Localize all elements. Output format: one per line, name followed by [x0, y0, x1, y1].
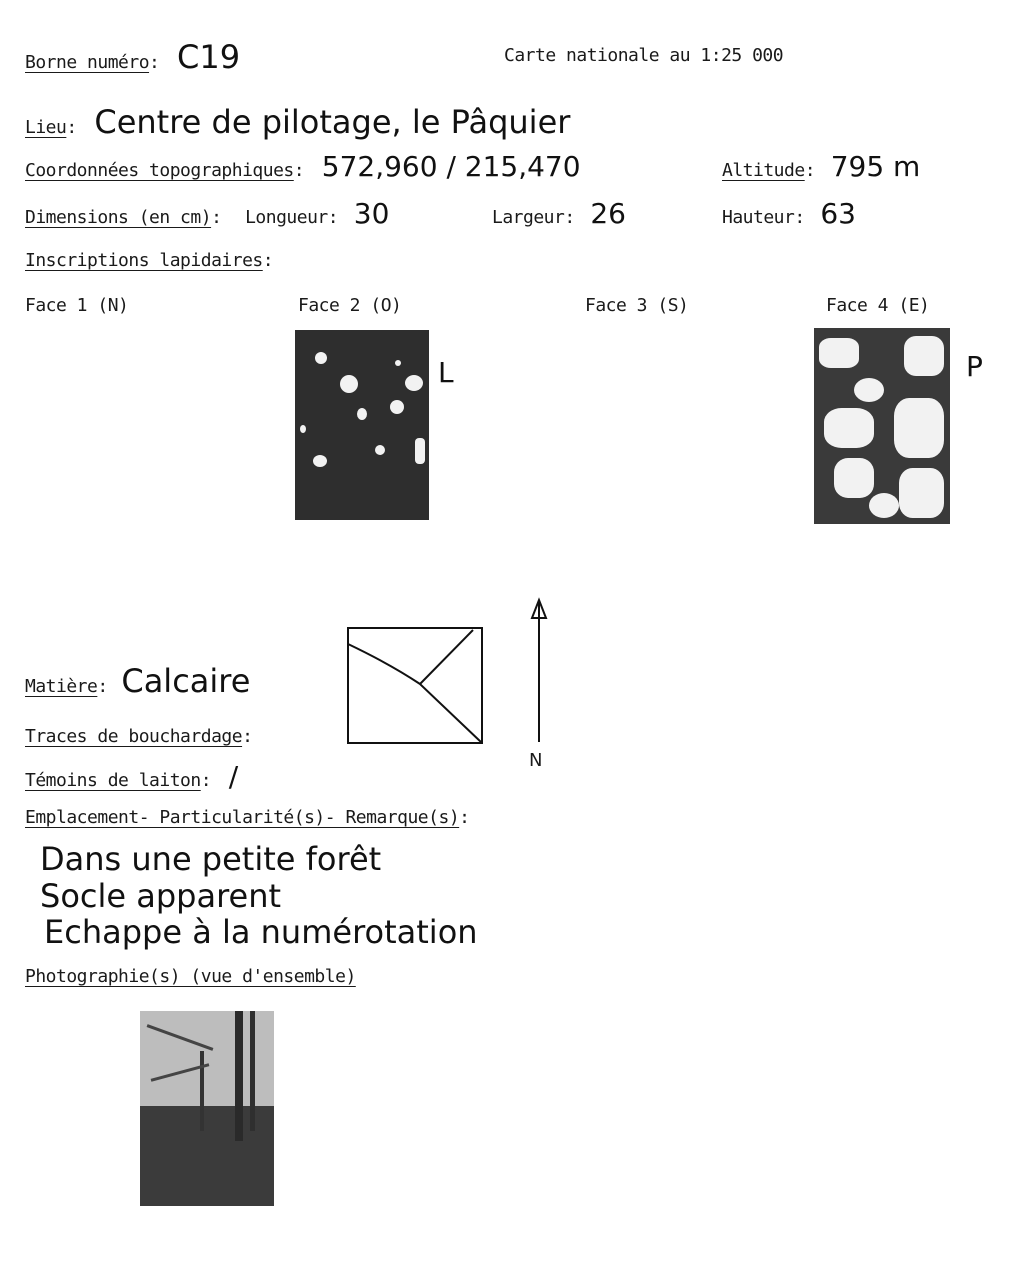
coordonnees-value: 572,960 / 215,470: [321, 150, 581, 183]
face-2-photo: [295, 330, 429, 520]
carte-nationale: Carte nationale au 1:25 000: [504, 45, 784, 66]
laiton-label: Témoins de laiton: [25, 770, 201, 791]
altitude-label: Altitude: [722, 160, 805, 181]
remarque-line-1: Dans une petite forêt: [40, 840, 382, 878]
face-2-label: Face 2 (O): [298, 295, 402, 316]
colon: :: [211, 207, 222, 228]
longueur-label: Longueur: [245, 207, 328, 228]
remarques-label: Emplacement- Particularité(s)- Remarque(s): [25, 807, 460, 828]
face-3-label: Face 3 (S): [585, 295, 689, 316]
remarques-row: [25, 807, 470, 828]
face-1-label: Face 1 (N): [25, 295, 129, 316]
photographie-label: Photographie(s) (vue d'ensemble): [25, 966, 356, 987]
inscriptions-label: Inscriptions lapidaires: [25, 250, 263, 271]
photographie-row: [25, 966, 356, 987]
face-4-photo: [814, 328, 950, 524]
dimensions-row: [25, 197, 389, 230]
laiton-row: [25, 760, 238, 793]
colon: :: [262, 250, 274, 271]
altitude-row: [722, 150, 920, 183]
overview-photo: [140, 1011, 274, 1206]
lieu-value: Centre de pilotage, le Pâquier: [94, 103, 571, 141]
colon: :: [459, 807, 470, 828]
colon: :: [327, 207, 339, 228]
coordonnees-row: [25, 150, 581, 183]
longueur-value: 30: [353, 197, 390, 230]
borne-label: Borne numéro: [25, 52, 150, 73]
lieu-row: [25, 103, 570, 141]
colon: :: [149, 52, 160, 73]
borne-value: C19: [177, 38, 241, 76]
colon: :: [804, 160, 816, 181]
north-label: N: [529, 750, 543, 771]
hauteur-row: [722, 197, 856, 230]
colon: :: [242, 726, 253, 747]
largeur-value: 26: [590, 197, 626, 230]
inscriptions-row: [25, 250, 273, 271]
coordonnees-label: Coordonnées topographiques: [25, 160, 294, 181]
dimensions-label: Dimensions (en cm): [25, 207, 212, 228]
colon: :: [97, 676, 108, 697]
colon: :: [794, 207, 805, 228]
bouchardage-label: Traces de bouchardage: [25, 726, 243, 747]
face-4-label: Face 4 (E): [826, 295, 930, 316]
remarque-line-3: Echappe à la numérotation: [44, 913, 478, 951]
matiere-label: Matière: [25, 676, 98, 697]
colon: :: [293, 160, 305, 181]
face-2-letter: L: [438, 356, 454, 389]
colon: :: [66, 117, 77, 138]
laiton-value: /: [228, 760, 239, 793]
hauteur-label: Hauteur: [722, 207, 795, 228]
colon: :: [564, 207, 575, 228]
matiere-row: [25, 662, 250, 700]
altitude-value: 795 m: [830, 150, 921, 183]
matiere-value: Calcaire: [121, 662, 251, 700]
borne-plan-sketch: [345, 626, 485, 746]
face-4-letter: P: [966, 350, 983, 383]
lieu-label: Lieu: [25, 117, 67, 138]
north-arrow-icon: [530, 596, 550, 744]
largeur-label: Largeur: [492, 207, 565, 228]
largeur-row: [492, 197, 626, 230]
borne-row: [25, 38, 240, 76]
remarque-line-2: Socle apparent: [40, 877, 282, 915]
hauteur-value: 63: [820, 197, 856, 230]
colon: :: [200, 770, 212, 791]
bouchardage-row: [25, 716, 252, 749]
